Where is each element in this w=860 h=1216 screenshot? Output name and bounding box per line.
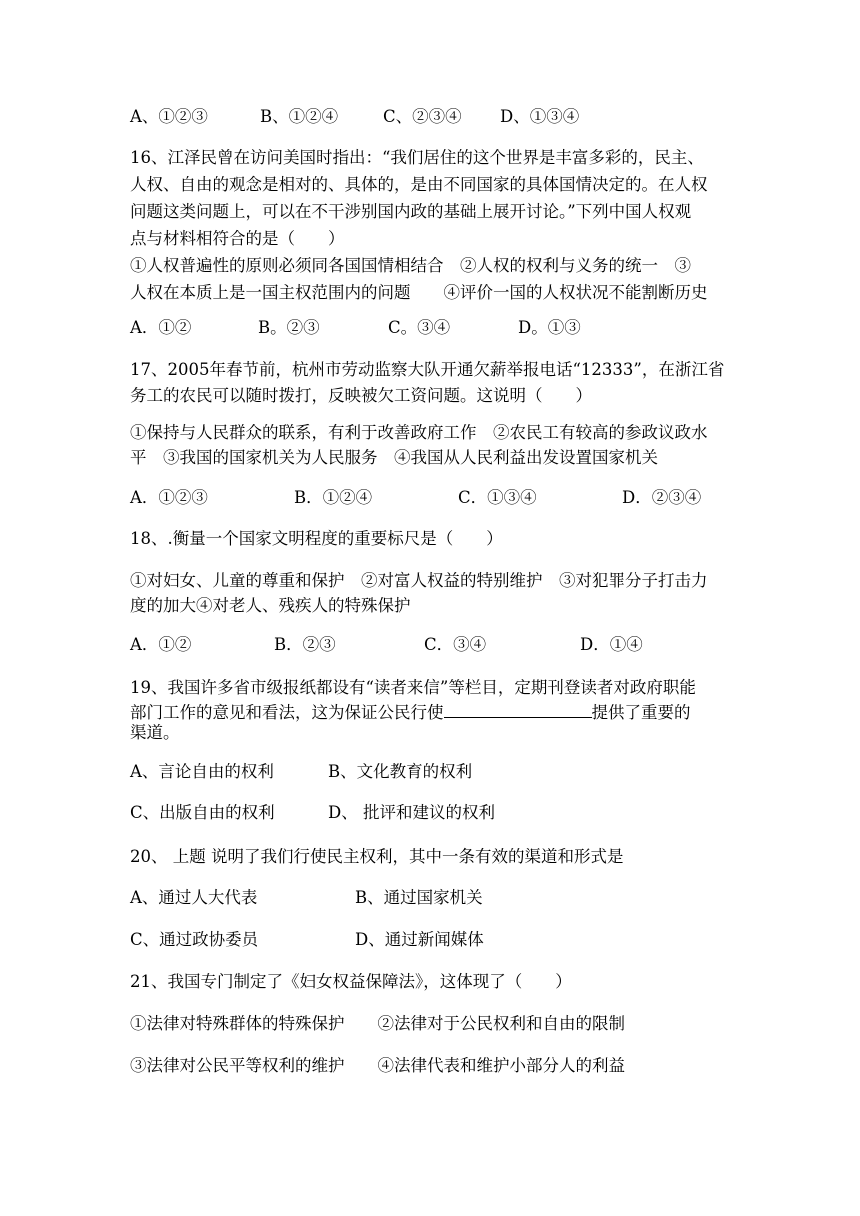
q19-option-c: C、出版自由的权利 [130, 803, 275, 822]
q18-option-c: C．③④ [424, 635, 487, 654]
q20-option-b: B、通过国家机关 [355, 888, 483, 907]
q17-option-c: C．①③④ [458, 488, 537, 507]
q21-statement-line-2: ③法律对公民平等权利的维护 ④法律代表和维护小部分人的利益 [130, 1056, 625, 1075]
q21-stem: 21、我国专门制定了《妇女权益保障法》，这体现了（ ） [130, 972, 572, 991]
q16-option-b: B。②③ [258, 318, 320, 337]
q19-answer-blank [444, 700, 592, 718]
q17-statement-line-1: ①保持与人民群众的联系，有利于改善政府工作 ②农民工有较高的参政议政水 [130, 423, 708, 442]
q15-option-b: B、①②④ [260, 107, 339, 126]
q18-option-d: D．①④ [580, 635, 643, 654]
q18-stem: 18、.衡量一个国家文明程度的重要标尺是（ ） [130, 529, 503, 548]
q19-stem-line-3: 渠道。 [130, 723, 180, 742]
q19-option-a: A、言论自由的权利 [130, 762, 274, 781]
q20-option-c: C、通过政协委员 [130, 930, 259, 949]
q16-statement-line-1: ①人权普遍性的原则必须同各国国情相结合 ②人权的权利与义务的统一 ③ [130, 256, 691, 275]
q16-option-c: C。③④ [388, 318, 451, 337]
q16-stem-line-2: 人权、自由的观念是相对的、具体的，是由不同国家的具体国情决定的。在人权 [130, 175, 708, 194]
q18-option-a: A．①② [130, 635, 192, 654]
q17-option-a: A．①②③ [130, 488, 208, 507]
q19-option-d: D、 批评和建议的权利 [328, 803, 495, 822]
q20-stem: 20、 上题 说明了我们行使民主权利，其中一条有效的渠道和形式是 [130, 847, 624, 866]
q16-option-d: D。①③ [518, 318, 581, 337]
q15-option-a: A、①②③ [130, 107, 208, 126]
q19-stem-text-after-blank: 提供了重要的 [591, 703, 691, 722]
q15-option-c: C、②③④ [383, 107, 462, 126]
q20-option-d: D、通过新闻媒体 [355, 930, 484, 949]
q17-stem-line-1: 17、2005年春节前，杭州市劳动监察大队开通欠薪举报电话“12333”，在浙江省 [130, 360, 725, 379]
q18-option-b: B．②③ [274, 635, 336, 654]
q16-stem-line-4: 点与材料相符合的是（ ） [130, 229, 345, 248]
q18-statement-line-2: 度的加大④对老人、残疾人的特殊保护 [130, 596, 411, 615]
q19-stem-line-1: 19、我国许多省市级报纸都设有“读者来信”等栏目，定期刊登读者对政府职能 [130, 678, 696, 697]
q21-statement-line-1: ①法律对特殊群体的特殊保护 ②法律对于公民权利和自由的限制 [130, 1014, 625, 1033]
q16-option-a: A．①② [130, 318, 192, 337]
q19-stem-text-before-blank: 部门工作的意见和看法，这为保证公民行使 [130, 703, 444, 722]
q16-statement-line-2: 人权在本质上是一国主权范围内的问题 ④评价一国的人权状况不能割断历史 [130, 283, 708, 302]
q17-option-b: B．①②④ [294, 488, 373, 507]
q16-stem-line-1: 16、江泽民曾在访问美国时指出：“我们居住的这个世界是丰富多彩的，民主、 [130, 148, 704, 167]
q17-stem-line-2: 务工的农民可以随时拨打，反映被欠工资问题。这说明（ ） [130, 386, 592, 405]
q15-option-d: D、①③④ [500, 107, 580, 126]
q17-option-d: D．②③④ [622, 488, 702, 507]
q20-option-a: A、通过人大代表 [130, 888, 258, 907]
q16-stem-line-3: 问题这类问题上，可以在不干涉别国内政的基础上展开讨论。”下列中国人权观 [130, 202, 692, 221]
q18-statement-line-1: ①对妇女、儿童的尊重和保护 ②对富人权益的特别维护 ③对犯罪分子打击力 [130, 571, 708, 590]
q17-statement-line-2: 平 ③我国的国家机关为人民服务 ④我国从人民利益出发设置国家机关 [130, 448, 658, 467]
q19-option-b: B、文化教育的权利 [328, 762, 473, 781]
q19-stem-line-2 [130, 700, 691, 724]
